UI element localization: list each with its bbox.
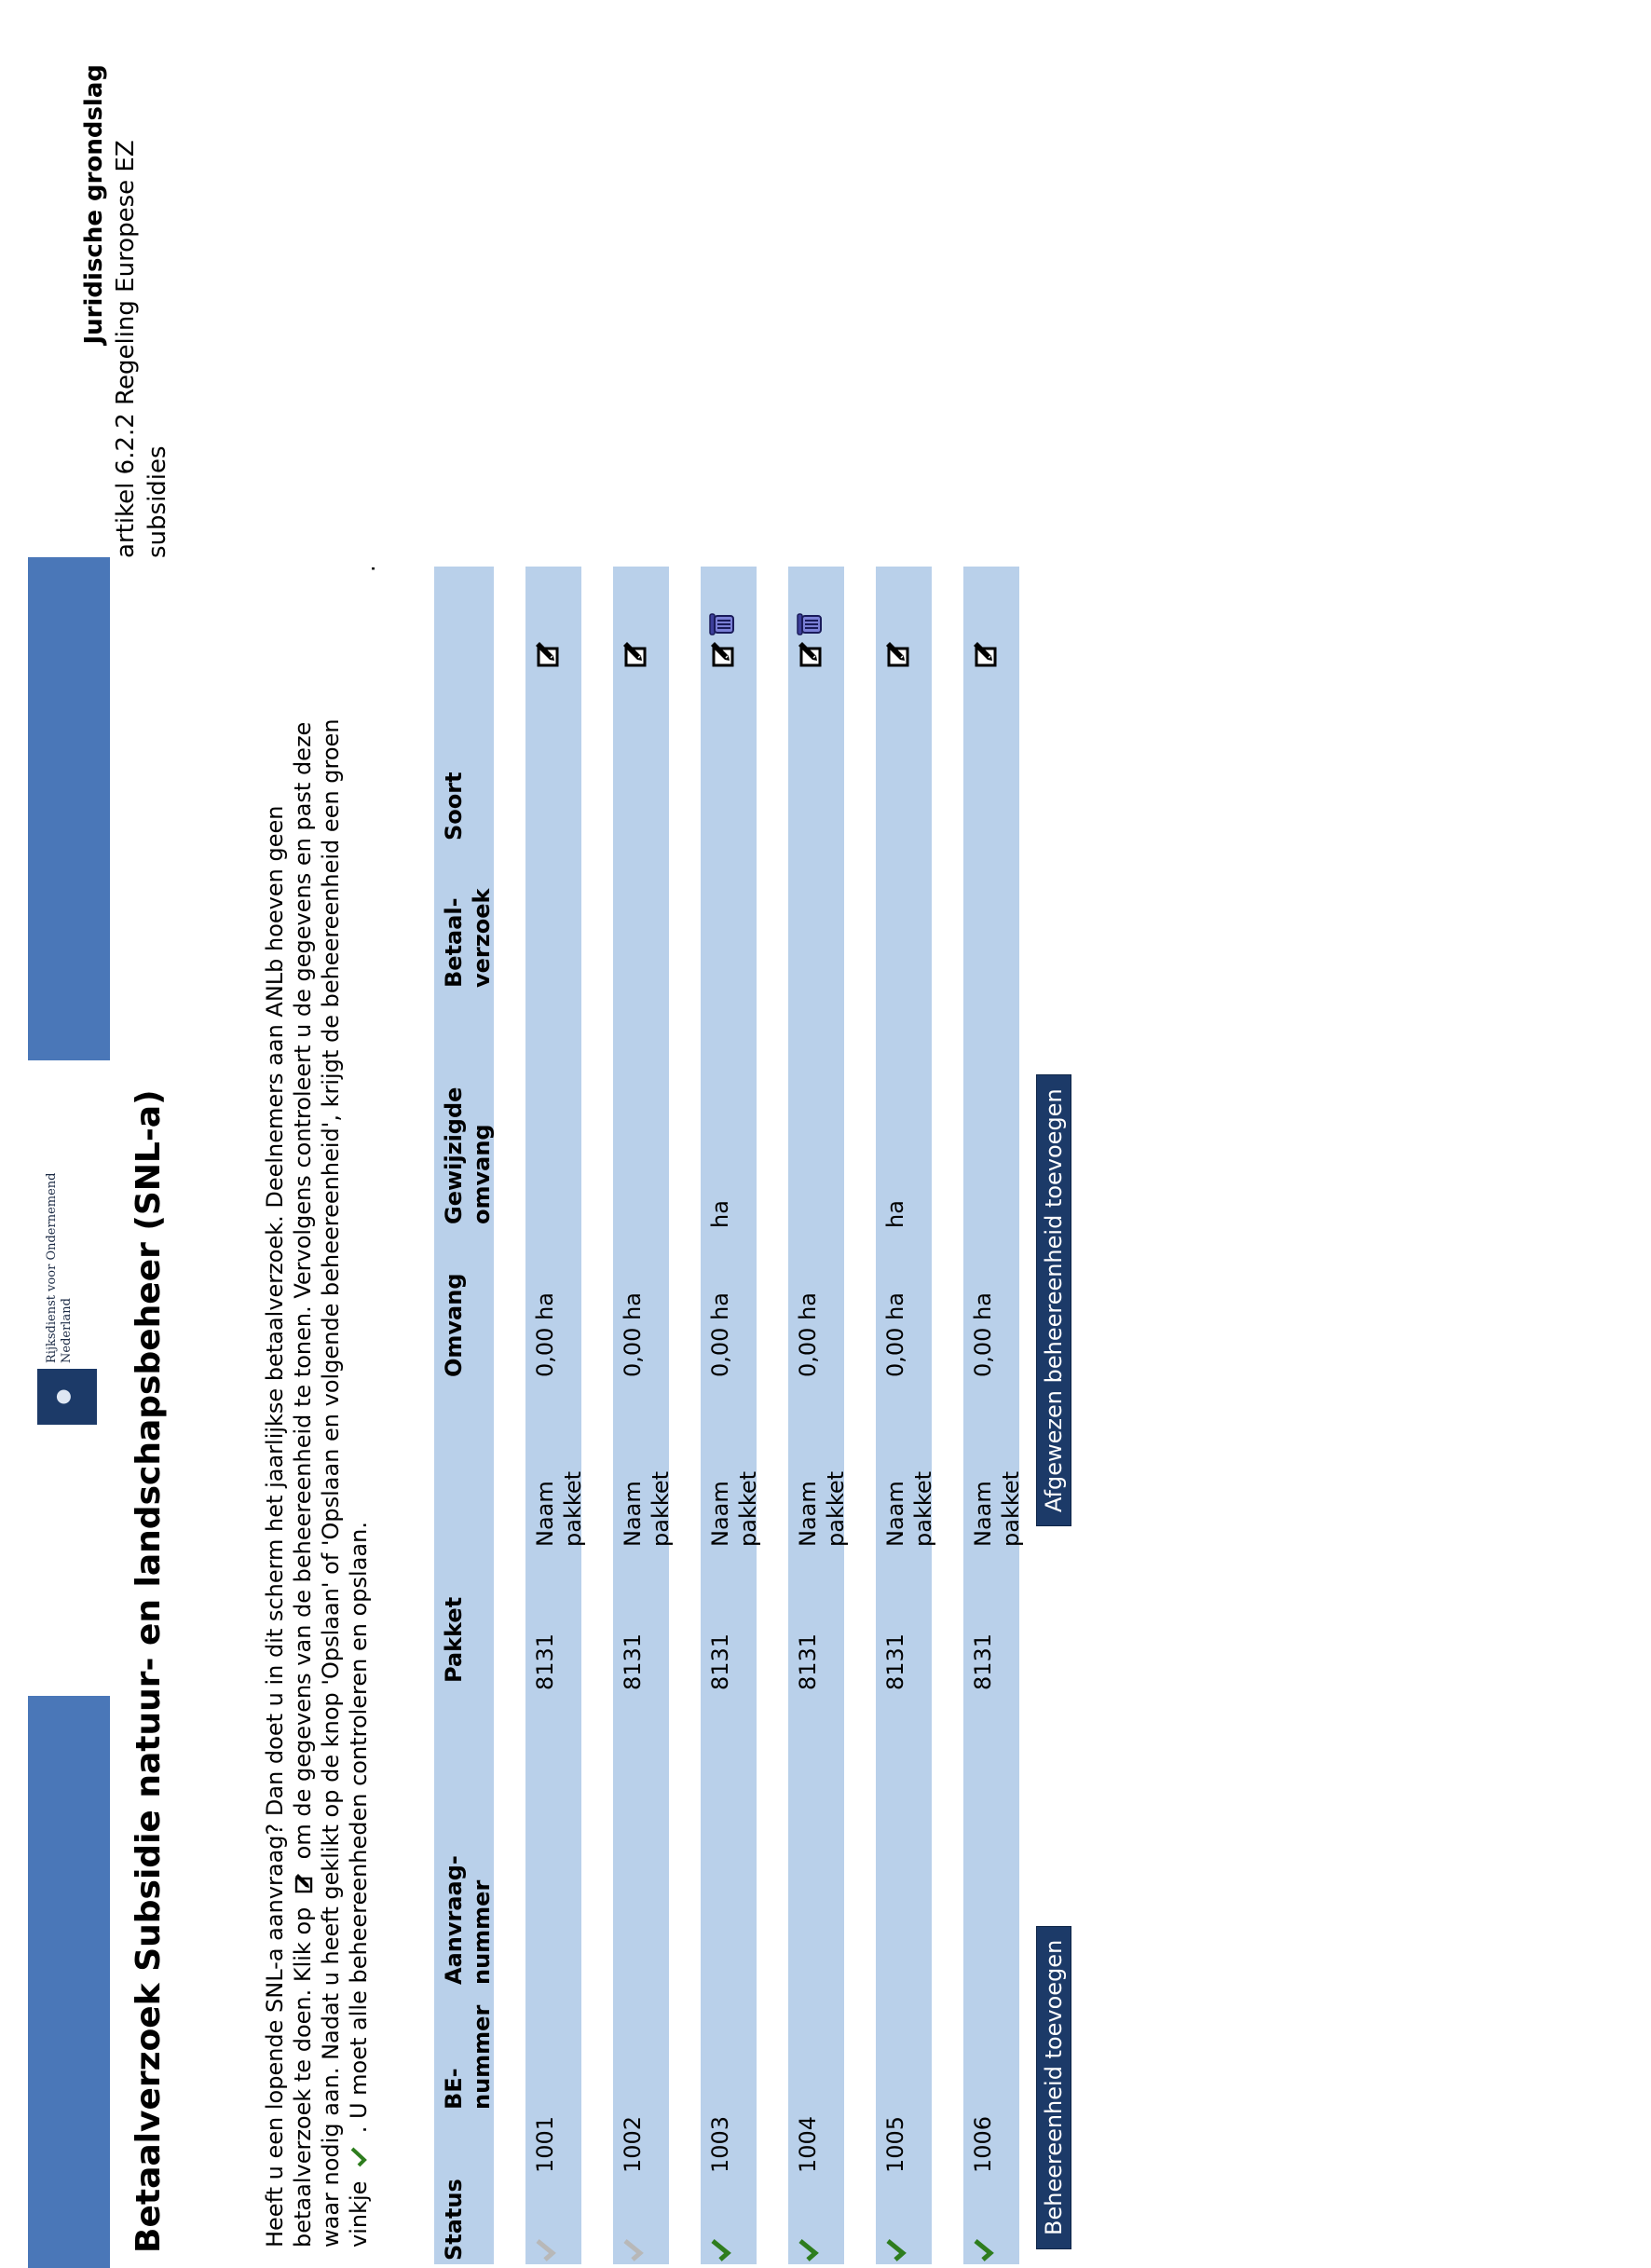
edit-icon[interactable] (619, 639, 648, 669)
cell-pakket-code: 8131 (970, 1633, 996, 1690)
stray-dot: . (354, 565, 380, 572)
banner-bar-right (28, 557, 110, 1060)
cell-be-nummer: 1004 (795, 2115, 821, 2173)
cell-pakket-naam-line2: pakket (560, 1470, 586, 1547)
intro-part-3: . U moet alle beheereenheden controleren en opslaan. (346, 1522, 372, 2134)
cell-pakket-naam (706, 1471, 762, 1547)
cell-omvang: 0,00 ha (532, 1292, 558, 1377)
rvo-emblem-icon (37, 1369, 97, 1425)
green-check-icon (796, 2238, 820, 2262)
cell-be-nummer: 1001 (532, 2115, 558, 2173)
add-rejected-beheereenheid-button[interactable]: Afgewezen beheereenheid toevoegen (1036, 1074, 1071, 1526)
cell-pakket-naam-line2: pakket (648, 1470, 674, 1547)
cell-pakket-naam (969, 1471, 1025, 1547)
cell-pakket-naam-line2: pakket (735, 1470, 761, 1547)
intro-part-1: Heeft u een lopende SNL-a aanvraag? Dan doet u in dit scherm het jaarlijkse betaalverzoek. Deelnemers aan ANLb hoeven geen betaalverzoek te doen. Klik op (262, 805, 316, 2248)
col-pakket: Pakket (441, 1596, 467, 1683)
rvo-logo (37, 1172, 104, 1425)
col-aanvraagnummer (440, 1855, 496, 1985)
edit-icon (292, 1872, 314, 1894)
col-betaal-line2: verzoek (469, 888, 495, 988)
green-check-icon (971, 2238, 995, 2262)
edit-icon[interactable] (881, 639, 911, 669)
green-check-icon (883, 2238, 907, 2262)
col-gewijzigd-line1: Gewijzigde (441, 1086, 467, 1224)
be-table (434, 567, 1024, 2264)
legal-basis (78, 64, 173, 558)
col-be-nummer-line1: BE- (441, 2068, 467, 2110)
cell-pakket-naam-line2: pakket (823, 1470, 849, 1547)
page-title: Betaalverzoek Subsidie natuur- en landschapsbeheer (SNL-a) (130, 1089, 168, 2253)
cell-pakket-naam (619, 1471, 675, 1547)
cell-pakket-naam-line2: pakket (998, 1470, 1024, 1547)
legal-basis-text: artikel 6.2.2 Regeling Europese EZ subsidies (112, 140, 171, 558)
table-row (613, 567, 674, 2264)
col-gewijzigd-line2: omvang (469, 1124, 495, 1224)
cell-be-nummer: 1005 (882, 2115, 908, 2173)
cell-pakket-naam-line1: Naam (882, 1481, 908, 1547)
col-status: Status (441, 2179, 467, 2261)
green-check-icon (708, 2238, 732, 2262)
intro-text (261, 663, 373, 2248)
cell-pakket-code: 8131 (795, 1633, 821, 1690)
cell-pakket-code: 8131 (707, 1633, 733, 1690)
edit-icon[interactable] (706, 639, 736, 669)
edit-icon[interactable] (969, 639, 999, 669)
col-betaal-line1: Betaal- (441, 897, 467, 988)
cell-pakket-naam-line2: pakket (910, 1470, 936, 1547)
add-beheereenheid-button[interactable]: Beheereenheid toevoegen (1036, 1926, 1071, 2249)
grey-check-icon (533, 2238, 557, 2262)
banner-bar-left (28, 1696, 110, 2268)
cell-pakket-naam-line1: Naam (620, 1481, 646, 1547)
trash-icon[interactable] (706, 611, 736, 637)
table-row (788, 567, 849, 2264)
edit-icon[interactable] (794, 639, 824, 669)
cell-be-nummer: 1006 (970, 2115, 996, 2173)
cell-pakket-naam-line1: Naam (795, 1481, 821, 1547)
cell-be-nummer: 1003 (707, 2115, 733, 2173)
cell-pakket-naam-line1: Naam (707, 1481, 733, 1547)
col-gewijzigde-omvang (440, 1087, 496, 1224)
cell-pakket-naam (881, 1471, 937, 1547)
cell-pakket-naam (794, 1471, 850, 1547)
cell-pakket-naam-line1: Naam (532, 1481, 558, 1547)
cell-omvang: 0,00 ha (795, 1292, 821, 1377)
cell-pakket-code: 8131 (620, 1633, 646, 1690)
table-row (876, 567, 936, 2264)
col-be-nummer-line2: nummer (469, 2004, 495, 2110)
cell-pakket-code: 8131 (882, 1633, 908, 1690)
col-betaalverzoek (440, 889, 496, 988)
cell-be-nummer: 1002 (620, 2115, 646, 2173)
col-omvang: Omvang (441, 1273, 467, 1377)
green-check-icon (348, 2146, 370, 2168)
table-body (525, 567, 1024, 2264)
trash-icon[interactable] (794, 611, 824, 637)
table-row (525, 567, 586, 2264)
cell-omvang: 0,00 ha (970, 1292, 996, 1377)
table-row (701, 567, 761, 2264)
intro-part-2: om de gegevens van de beheereenheid te tonen. Vervolgens controleert u de gegevens en past deze waar nodig aan. Nadat u heeft geklikt op de knop 'Opslaan' of 'Opslaan en volgende beheereenheid', krijgt de beheereenheid een groen vinkje (290, 718, 372, 2248)
cell-omvang: 0,00 ha (882, 1292, 908, 1377)
cell-gewijzigde-omvang: ha (707, 1200, 733, 1228)
col-be-nummer (440, 2005, 496, 2110)
cell-pakket-naam (531, 1471, 587, 1547)
rvo-logo-text (45, 1168, 75, 1363)
table-header (434, 567, 494, 2264)
logo-line-2: Nederland (60, 1298, 74, 1363)
col-soort: Soort (441, 772, 467, 840)
legal-basis-title: Juridische grondslag (80, 64, 108, 345)
logo-line-1: Rijksdienst voor Ondernemend (45, 1172, 59, 1363)
cell-gewijzigde-omvang: ha (882, 1200, 908, 1228)
col-aanvraag-line2: nummer (469, 1879, 495, 1985)
cell-omvang: 0,00 ha (620, 1292, 646, 1377)
cell-pakket-code: 8131 (532, 1633, 558, 1690)
table-row (963, 567, 1024, 2264)
grey-check-icon (621, 2238, 645, 2262)
edit-icon[interactable] (531, 639, 561, 669)
cell-omvang: 0,00 ha (707, 1292, 733, 1377)
col-aanvraag-line1: Aanvraag- (441, 1855, 467, 1985)
cell-pakket-naam-line1: Naam (970, 1481, 996, 1547)
